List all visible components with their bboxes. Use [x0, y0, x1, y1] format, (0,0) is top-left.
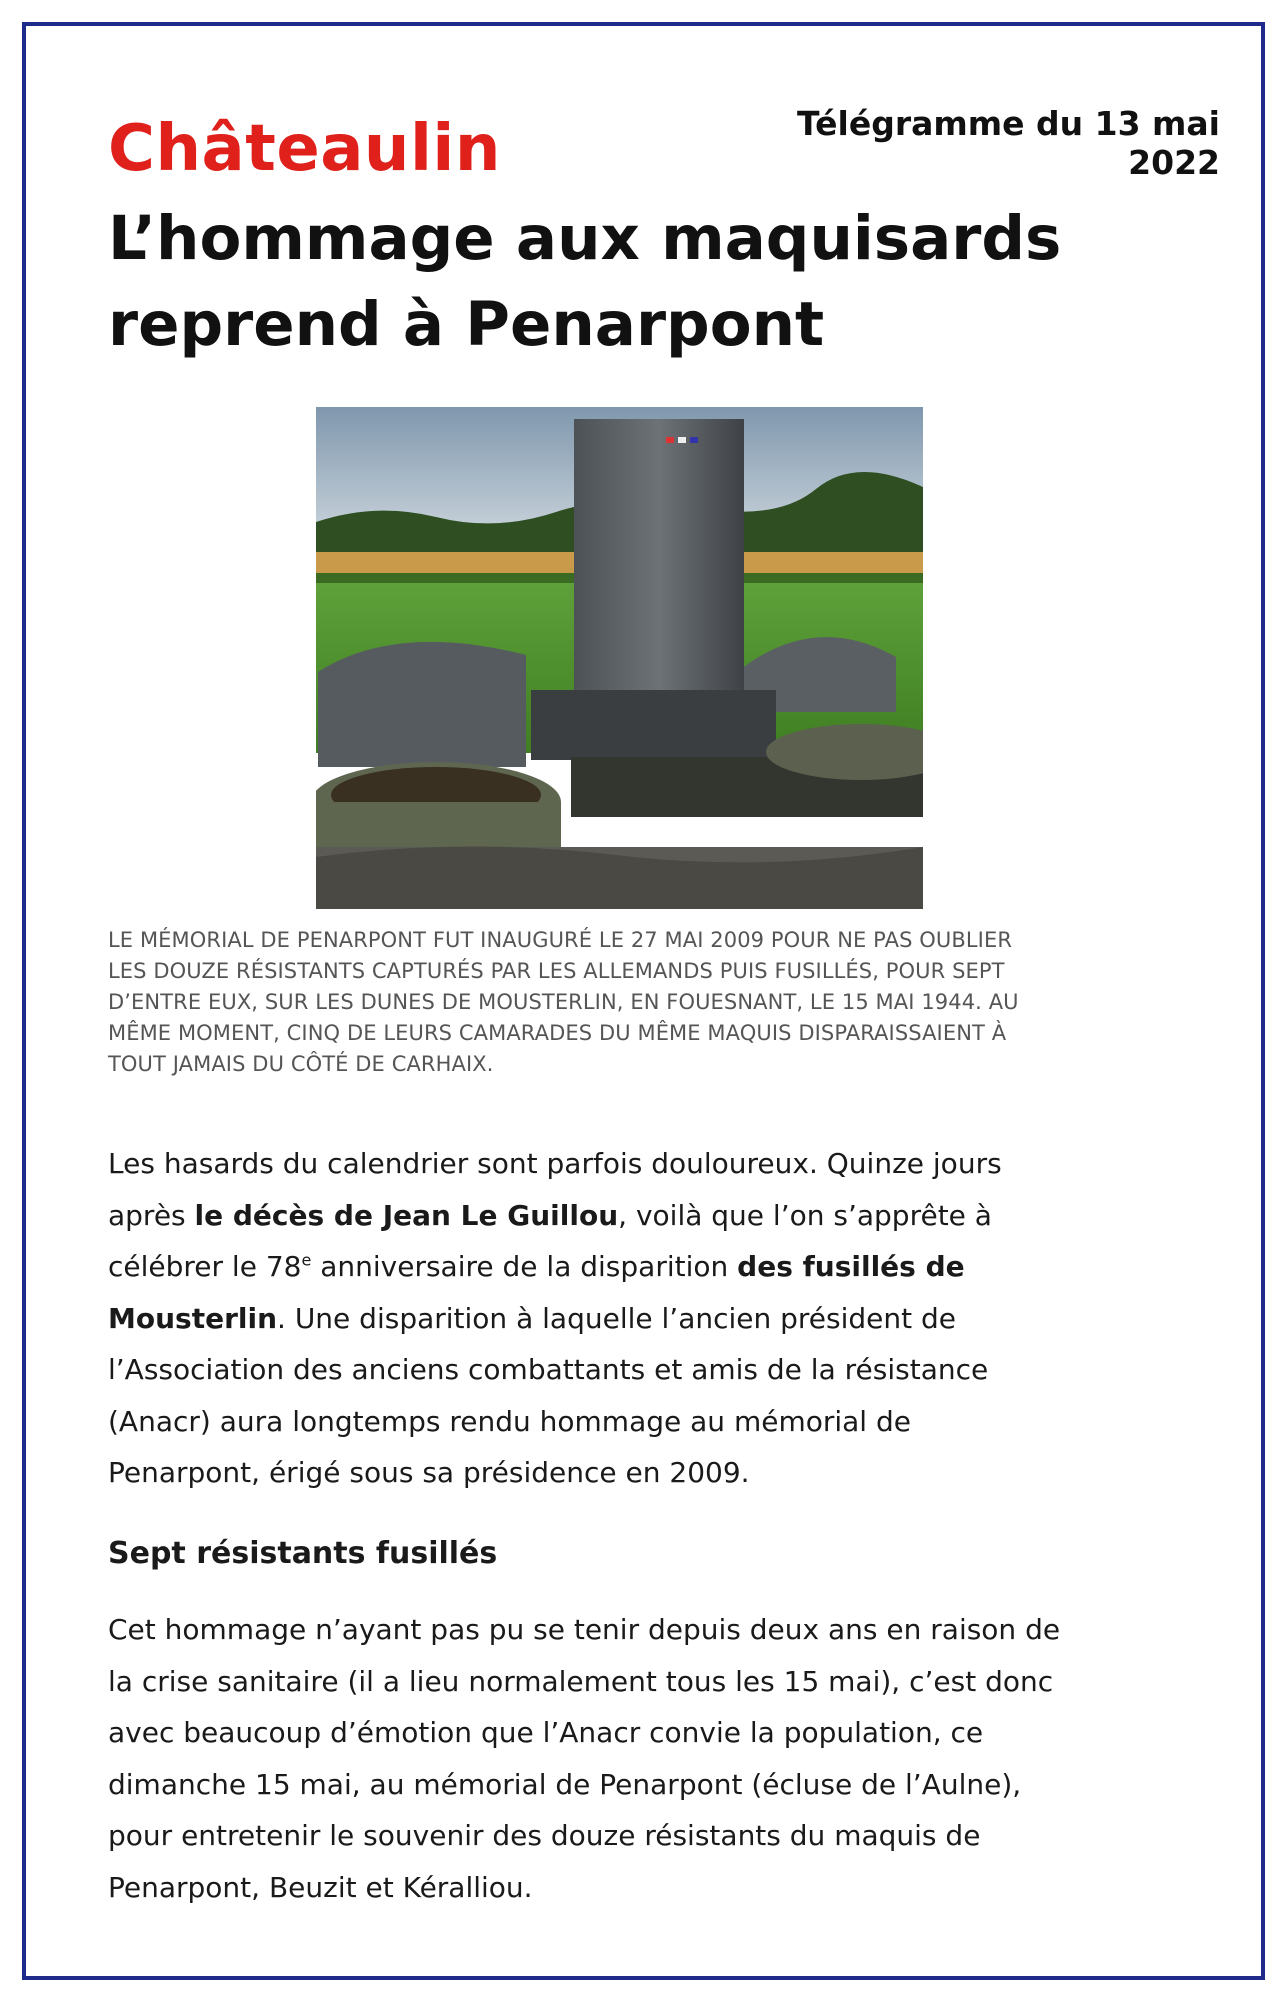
body-line [108, 1293, 1168, 1345]
text-run: célébrer le 78 [108, 1250, 302, 1283]
text-run: . Une disparition à laquelle l’ancien président de [277, 1301, 957, 1335]
bold-text: des fusillés de [737, 1250, 965, 1283]
source-date: Télégramme du 13 mai 2022 [797, 104, 1220, 182]
memorial-photo [316, 407, 923, 909]
body-line: avec beaucoup d’émotion que l’Anacr convie la population, ce [108, 1716, 984, 1749]
body-line [108, 1190, 1168, 1242]
body-line: Cet hommage n’ayant pas pu se tenir depuis deux ans en raison de [108, 1613, 1061, 1646]
caption-line: LES DOUZE RÉSISTANTS CAPTURÉS PAR LES ALLEMANDS PUIS FUSILLÉS, POUR SEPT [108, 959, 1005, 983]
photo-caption [108, 925, 1138, 1080]
body-line: dimanche 15 mai, au mémorial de Penarpont (écluse de l’Aulne), [108, 1767, 1022, 1801]
superscript: e [301, 1250, 312, 1270]
body-line [108, 1241, 1168, 1293]
caption-line: LE MÉMORIAL DE PENARPONT FUT INAUGURÉ LE 27 MAI 2009 POUR NE PAS OUBLIER [108, 928, 1013, 952]
body-line: la crise sanitaire (il a lieu normalement tous les 15 mai), c’est donc [108, 1664, 1054, 1698]
body-line: pour entretenir le souvenir des douze résistants du maquis de [108, 1819, 981, 1852]
headline [108, 196, 1208, 368]
body-line: Les hasards du calendrier sont parfois douloureux. Quinze jours [108, 1147, 1002, 1180]
body-paragraph-1 [108, 1138, 1168, 1499]
text-run: anniversaire de la disparition [311, 1250, 738, 1283]
city-kicker: Châteaulin [108, 112, 501, 186]
caption-line: D’ENTRE EUX, SUR LES DUNES DE MOUSTERLIN, EN FOUESNANT, LE 15 MAI 1944. AU [108, 990, 1019, 1014]
body-line: Penarpont, Beuzit et Kéralliou. [108, 1870, 533, 1904]
subheading: Sept résistants fusillés [108, 1536, 498, 1571]
body-paragraph-2 [108, 1604, 1168, 1913]
caption-line: MÊME MOMENT, CINQ DE LEURS CAMARADES DU MÊME MAQUIS DISPARAISSAIENT À [108, 1021, 1007, 1045]
body-line: Penarpont, érigé sous sa présidence en 2009. [108, 1456, 750, 1489]
text-run: , voilà que l’on s’apprête à [618, 1198, 992, 1232]
headline-line: reprend à Penarpont [108, 289, 825, 360]
bold-text: Mousterlin [108, 1301, 278, 1335]
caption-line: TOUT JAMAIS DU CÔTÉ DE CARHAIX. [108, 1052, 494, 1076]
body-line: (Anacr) aura longtemps rendu hommage au mémorial de [108, 1404, 911, 1438]
text-run: après [108, 1198, 195, 1232]
headline-line: L’hommage aux maquisards [108, 203, 1062, 274]
memorial-photo-illustration [316, 407, 923, 909]
bold-text: le décès de Jean Le Guillou [194, 1198, 619, 1232]
body-line: l’Association des anciens combattants et amis de la résistance [108, 1353, 989, 1386]
